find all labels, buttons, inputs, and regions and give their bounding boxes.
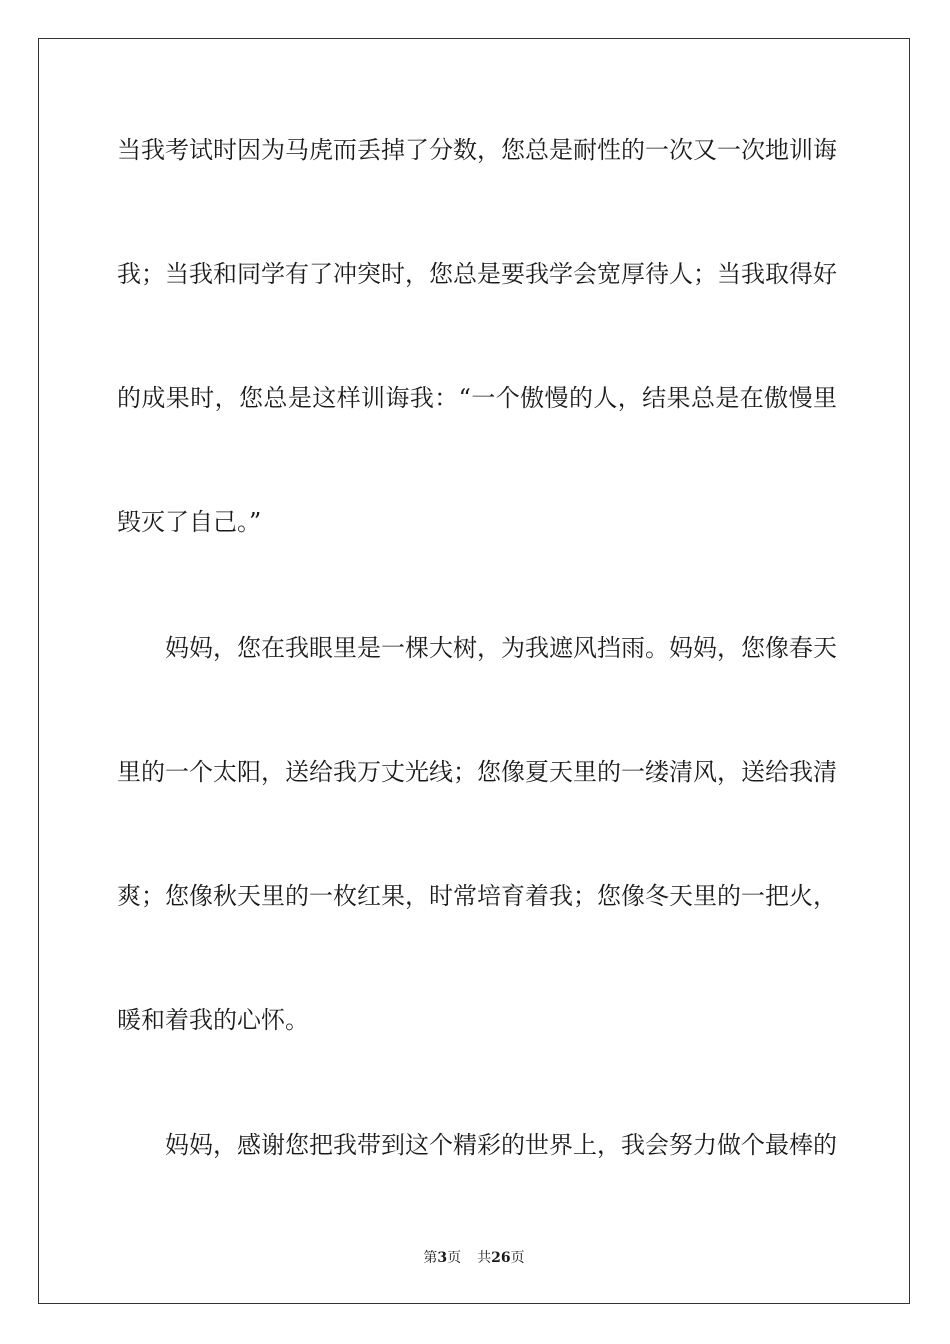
page-footer	[39, 1249, 909, 1267]
text-line-6: 里的一个太阳，送给我万丈光线；您像夏天里的一缕清风，送给我清	[117, 758, 837, 786]
text-line-1: 当我考试时因为马虎而丢掉了分数，您总是耐性的一次又一次地训诲	[117, 136, 837, 164]
text-line-2: 我；当我和同学有了冲突时，您总是要我学会宽厚待人；当我取得好	[117, 260, 837, 288]
total-pages: 26	[491, 1250, 511, 1266]
text-line-8: 暖和着我的心怀。	[117, 1006, 309, 1034]
page-prefix: 第	[423, 1250, 438, 1266]
text-line-9: 妈妈，感谢您把我带到这个精彩的世界上，我会努力做个最棒的	[165, 1131, 837, 1159]
document-page	[38, 38, 910, 1304]
page-number: 3	[437, 1250, 448, 1266]
total-suffix: 页	[510, 1250, 525, 1266]
page-suffix: 页	[447, 1250, 462, 1266]
text-line-7: 爽；您像秋天里的一枚红果，时常培育着我；您像冬天里的一把火，	[117, 882, 837, 910]
text-line-5: 妈妈，您在我眼里是一棵大树，为我遮风挡雨。妈妈，您像春天	[165, 634, 837, 662]
text-line-4: 毁灭了自己。”	[117, 508, 262, 536]
total-prefix: 共	[477, 1250, 492, 1266]
text-line-3: 的成果时，您总是这样训诲我：“一个傲慢的人，结果总是在傲慢里	[117, 384, 837, 412]
